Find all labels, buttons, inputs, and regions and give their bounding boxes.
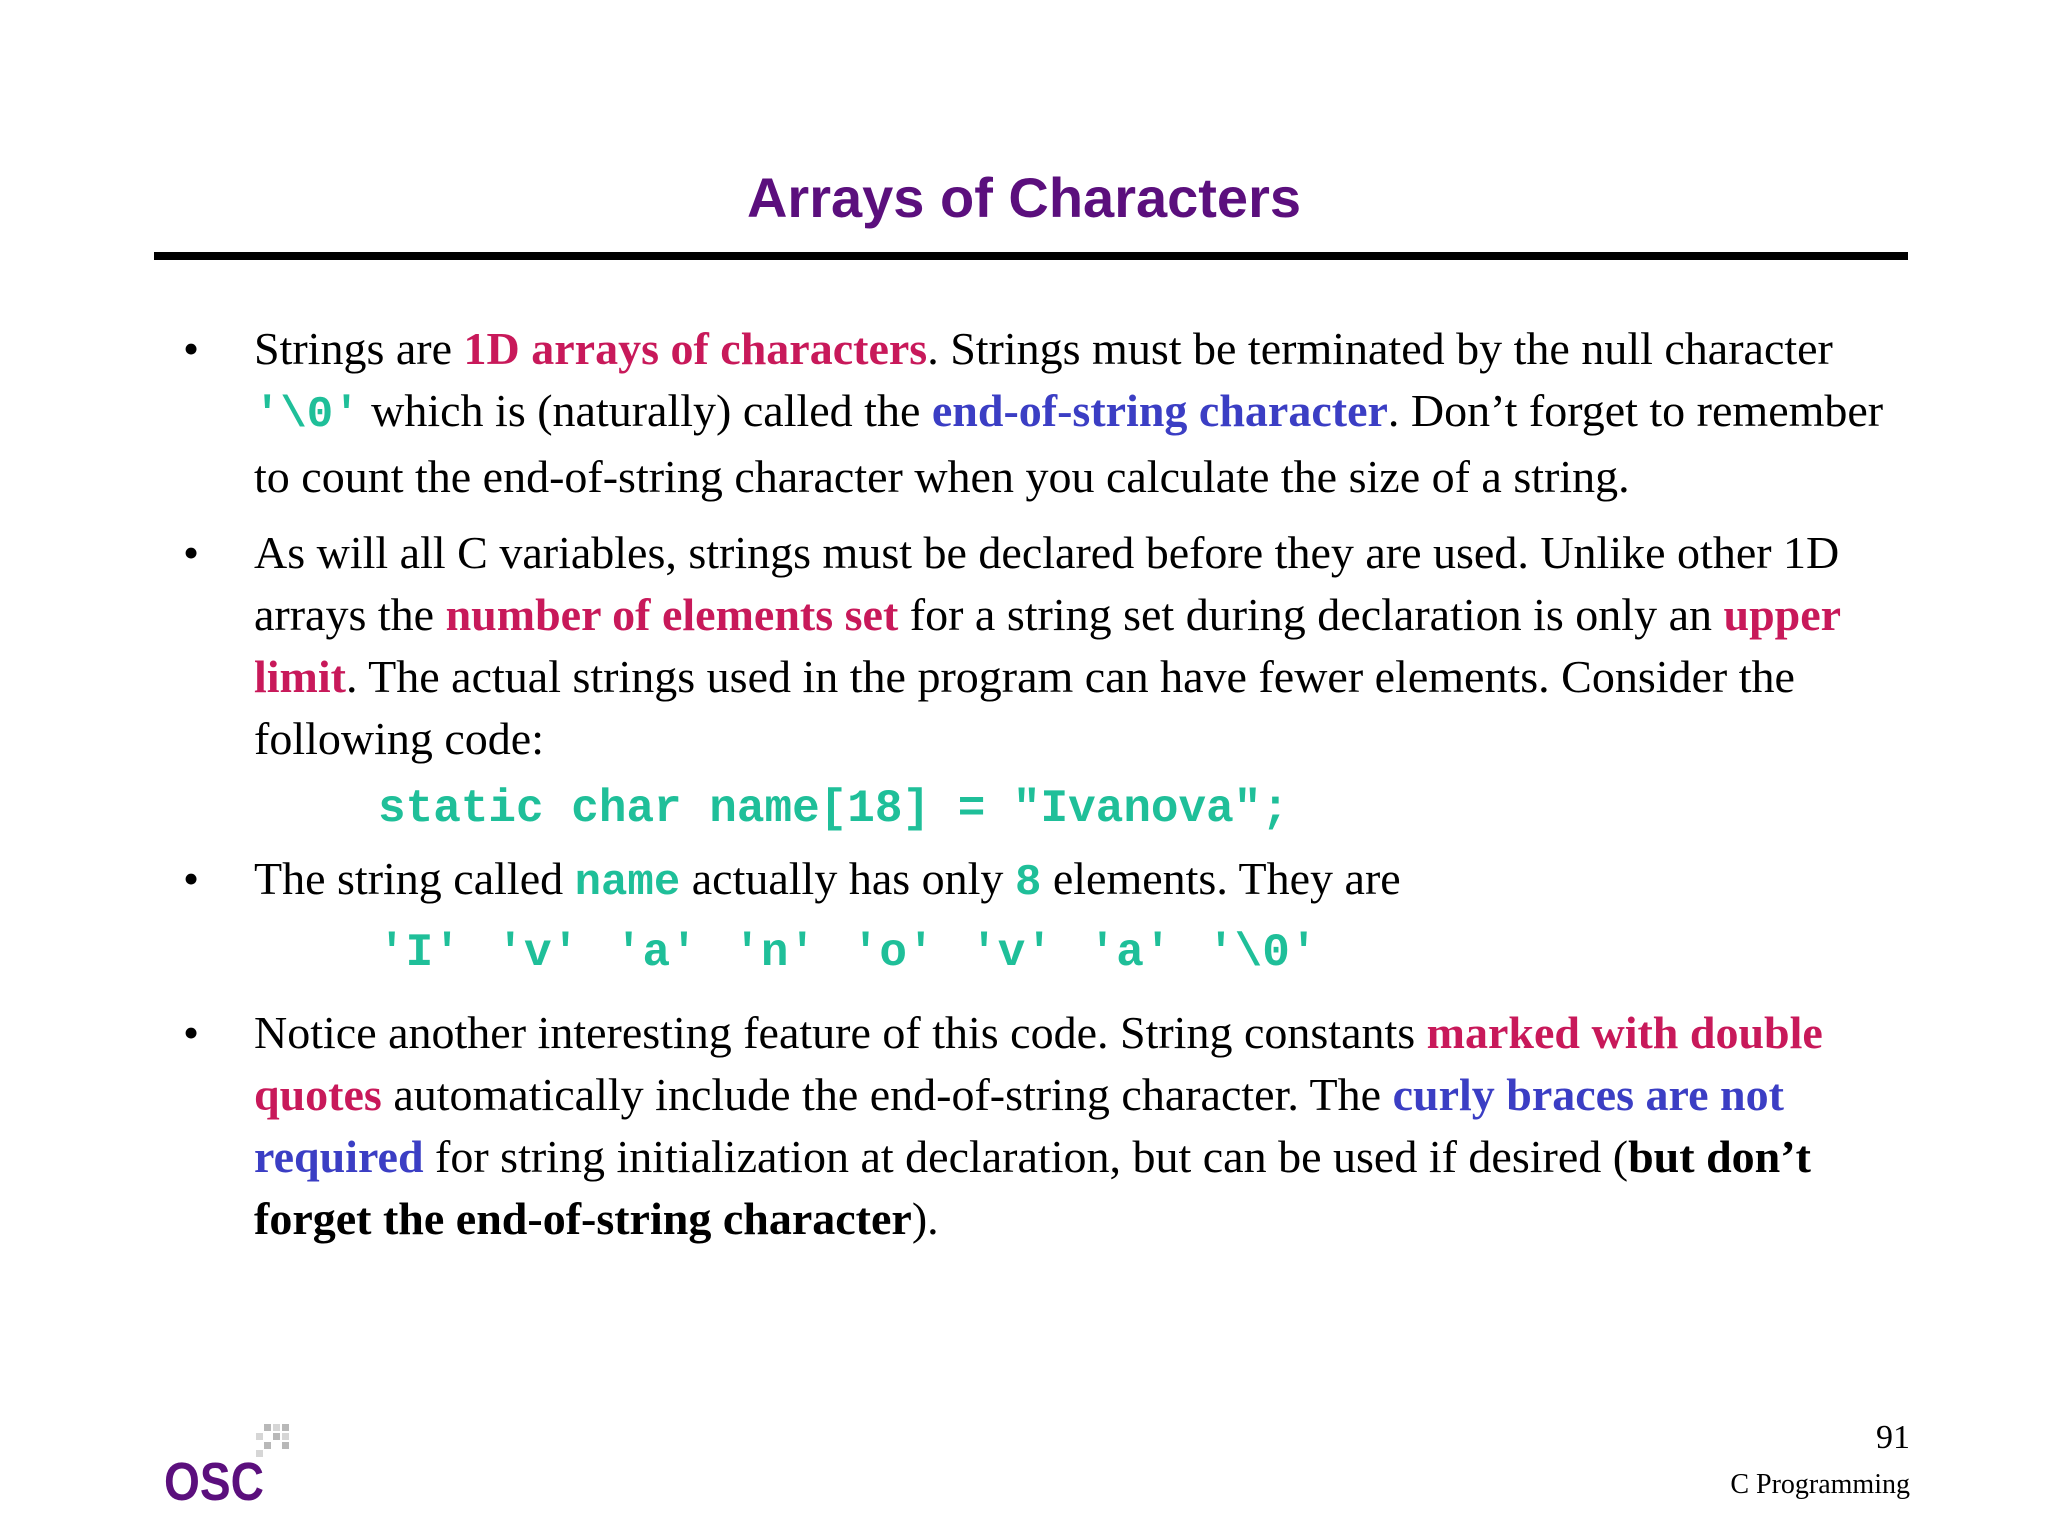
char-element: 'n': [733, 927, 817, 979]
bullet-text-4: [254, 1002, 1906, 1250]
highlight-red: upper limit: [254, 589, 1841, 702]
footer-course-label: C Programming: [1730, 1469, 1910, 1500]
text-run: As will all C variables, strings must be declared before they are used. Unlike other 1D arrays the: [254, 527, 1840, 640]
logo-text: OSC: [164, 1452, 264, 1510]
bullet-dot: •: [182, 853, 200, 904]
page-number: 91: [1876, 1419, 1910, 1456]
bullet-text-1: [254, 318, 1906, 508]
char-element: '\0': [1207, 927, 1318, 979]
text-run: for string initialization at declaration, but can be used if desired (: [423, 1131, 1629, 1182]
slide-title: Arrays of Characters: [746, 166, 1302, 229]
text-run: Strings are: [254, 323, 464, 374]
text-run: automatically include the end-of-string character. The: [381, 1069, 1393, 1120]
highlight-bold: but don’t forget the end-of-string character: [254, 1131, 1811, 1244]
text-run: actually has only: [680, 853, 1015, 904]
text-run: . Strings must be terminated by the null character: [927, 323, 1833, 374]
inline-code: 8: [1014, 858, 1042, 908]
char-element: 'v': [496, 927, 580, 979]
text-run: elements. They are: [1041, 853, 1401, 904]
text-run: The string called: [254, 853, 575, 904]
highlight-red: number of elements set: [445, 589, 899, 640]
osc-logo: [160, 1420, 300, 1510]
char-element: 'I': [378, 927, 461, 979]
char-elements-line: [176, 922, 1906, 984]
char-element: 'a': [1088, 927, 1172, 979]
bullet-list: [176, 318, 1906, 1250]
bullet-item-2: [176, 522, 1906, 770]
inline-code: name: [574, 858, 681, 908]
text-run: for a string set during declaration is only an: [898, 589, 1724, 640]
bullet-dot: •: [182, 323, 200, 374]
text-run: Notice another interesting feature of this code. String constants: [254, 1007, 1427, 1058]
text-run: which is (naturally) called the: [359, 385, 932, 436]
highlight-red: marked with double quotes: [254, 1007, 1823, 1120]
bullet-item-1: [176, 318, 1906, 508]
title-divider: [154, 252, 1908, 260]
bullet-item-3: [176, 848, 1906, 914]
bullet-dot: •: [182, 527, 200, 578]
bullet-text-2: [254, 522, 1906, 770]
bullet-text-3: [254, 848, 1906, 914]
bullet-item-4: [176, 1002, 1906, 1250]
highlight-red: 1D arrays of characters: [463, 323, 928, 374]
code-declaration: static char name[18] = "Ivanova";: [378, 783, 1289, 835]
highlight-blue: end-of-string character: [931, 385, 1388, 436]
highlight-blue: curly braces are not required: [254, 1069, 1784, 1182]
bullet-dot: •: [182, 1007, 200, 1058]
char-element: 'o': [851, 927, 935, 979]
inline-code: '\0': [254, 390, 360, 440]
char-element: 'a': [614, 927, 698, 979]
text-run: ).: [911, 1193, 939, 1244]
char-element: 'v': [970, 927, 1054, 979]
text-run: . The actual strings used in the program can have fewer elements. Consider the following code:: [254, 651, 1795, 764]
text-run: . Don’t forget to remember to count the end-of-string character when you calculate the size of a string.: [254, 385, 1884, 502]
